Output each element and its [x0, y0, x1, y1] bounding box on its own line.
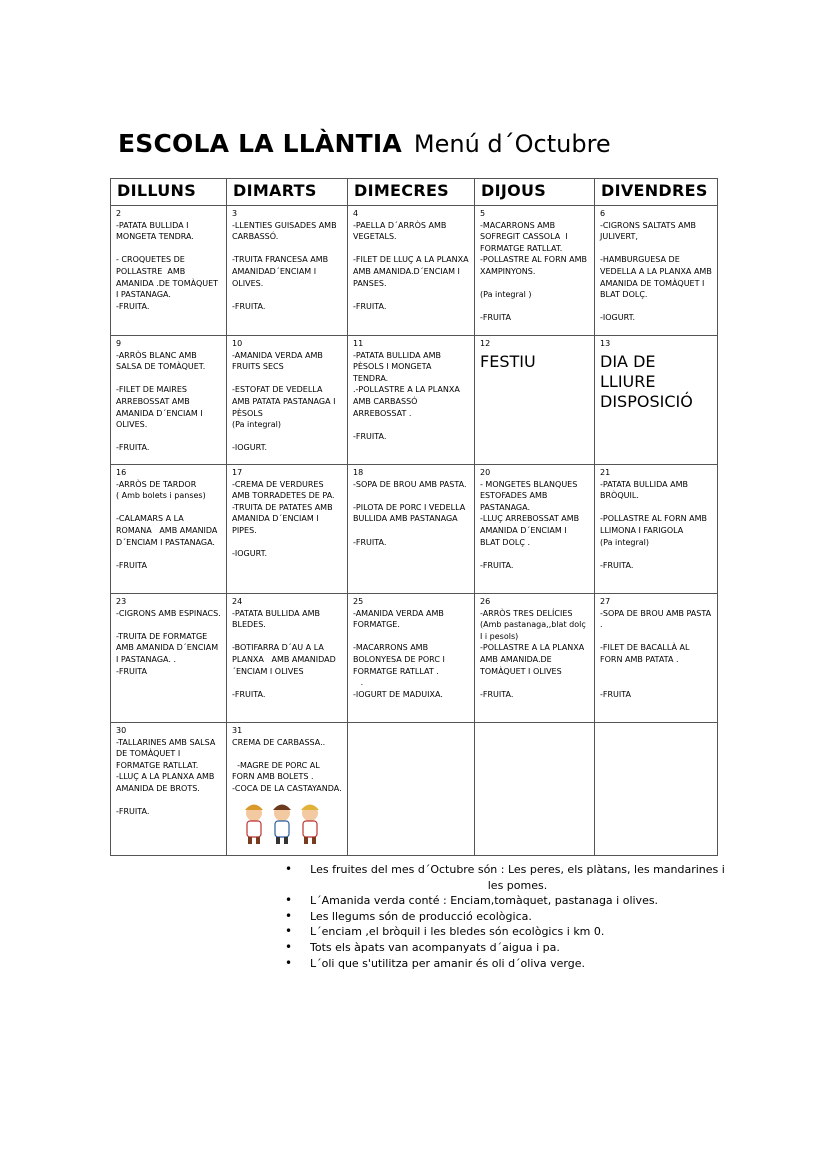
day-number: 21	[600, 468, 611, 477]
menu-line	[232, 243, 342, 255]
menu-line: -FRUITA	[600, 689, 631, 699]
menu-line: -FRUITA.	[116, 807, 150, 817]
day-cell	[348, 594, 475, 723]
menu-line: (Pa integral)	[600, 537, 649, 547]
menu-line: -COCA DE LA CASTAYANDA.	[232, 783, 342, 793]
menu-line: -CREMA DE VERDURES AMB TORRADETES DE PA.	[232, 479, 335, 501]
weekday-header: DIMECRES	[348, 179, 475, 206]
day-cell	[111, 723, 227, 856]
menu-line	[600, 666, 712, 678]
menu-line	[600, 548, 712, 560]
menu-line: -FRUITA.	[232, 689, 266, 699]
menu-line: -SOPA DE BROU AMB PASTA.	[353, 479, 467, 489]
note-item: • L´oli que s'utilitza per amanir és oli d´oliva verge.	[285, 956, 725, 972]
menu-line	[116, 795, 221, 807]
day-cell	[348, 206, 475, 336]
day-cell	[595, 594, 718, 723]
menu-line: -IOGURT.	[600, 313, 636, 323]
menu-line: -LLUÇ ARREBOSSAT AMB AMANIDA D´ENCIAM I BLAT DOLÇ .	[480, 514, 582, 547]
menu-line	[353, 419, 469, 431]
menu-line	[232, 537, 342, 549]
menu-line: -FRUITA.	[232, 301, 266, 311]
menu-line: -PAELLA D´ARRÒS AMB VEGETALS.	[353, 220, 449, 242]
menu-line	[116, 619, 221, 631]
week-row	[111, 336, 718, 465]
day-cell	[111, 206, 227, 336]
week-row	[111, 465, 718, 594]
holiday-label: FESTIU	[480, 351, 536, 371]
menu-line: -MACARRONS AMB BOLONYESA DE PORC I FORMATGE RATLLAT .	[353, 643, 448, 676]
menu-line: -MACARRONS AMB SOFREGIT CASSOLA I FORMATGE RATLLAT.	[480, 220, 571, 253]
menu-line	[353, 525, 469, 537]
page-title	[118, 129, 611, 158]
menu-line: -FRUITA.	[116, 301, 150, 311]
day-number: 18	[353, 468, 364, 477]
day-number: 9	[116, 339, 122, 348]
menu-line	[600, 301, 712, 313]
school-name: ESCOLA LA LLÀNTIA	[118, 129, 402, 158]
menu-line	[480, 677, 589, 689]
menu-line	[600, 243, 712, 255]
menu-line	[480, 301, 589, 313]
menu-line: -FILET DE BACALLÀ AL FORN AMB PATATA .	[600, 643, 693, 664]
day-cell	[227, 206, 348, 336]
note-item: • Les fruites del mes d´Octubre són : Les peres, els plàtans, les mandarines i les pomes.	[285, 862, 725, 893]
menu-line: -FRUITA	[116, 666, 147, 676]
menu-line: -CIGRONS AMB ESPINACS.	[116, 608, 221, 618]
menu-line: -PILOTA DE PORC I VEDELLA BULLIDA AMB PASTANAGA	[353, 502, 468, 524]
day-cell	[111, 336, 227, 465]
weekday-header: DIMARTS	[227, 179, 348, 206]
children-illustration	[232, 801, 332, 847]
day-number: 20	[480, 468, 491, 477]
day-number: 25	[353, 597, 364, 606]
menu-line	[480, 548, 589, 560]
week-row	[111, 723, 718, 856]
menu-line: -FRUITA	[480, 313, 511, 323]
day-cell	[111, 594, 227, 723]
menu-line: -ARRÒS DE TARDOR	[116, 479, 197, 489]
day-cell-free	[595, 336, 718, 465]
day-cell	[227, 336, 348, 465]
day-cell	[595, 465, 718, 594]
menu-line: -FRUITA.	[480, 689, 514, 699]
week-row	[111, 206, 718, 336]
menu-line: ( Amb bolets i panses)	[116, 491, 206, 501]
menu-line: -POLLASTRE A LA PLANXA AMB AMANIDA.DE TOMÀQUET I OLIVES	[480, 643, 590, 676]
menu-line	[480, 278, 589, 290]
menu-line	[353, 631, 469, 643]
menu-line: -FRUITA	[116, 560, 147, 570]
day-number: 4	[353, 209, 359, 218]
menu-line: (Pa integral)	[232, 420, 281, 430]
menu-line: (Amb pastanaga,,blat dolç I i pesols)	[480, 620, 589, 641]
menu-line	[232, 289, 342, 301]
menu-line	[353, 243, 469, 255]
day-cell	[475, 206, 595, 336]
note-item: • Les llegums són de producció ecològica.	[285, 909, 725, 925]
menu-line	[232, 631, 342, 643]
menu-line: -HAMBURGUESA DE VEDELLA A LA PLANXA AMB AMANIDA DE TOMÀQUET I BLAT DOLÇ.	[600, 255, 715, 300]
menu-table	[110, 178, 718, 856]
day-number: 16	[116, 468, 127, 477]
menu-line: -ESTOFAT DE VEDELLA AMB PATATA PASTANAGA I PÈSOLS	[232, 385, 339, 418]
menu-line: -AMANIDA VERDA AMB FRUITS SECS	[232, 350, 326, 372]
menu-line: -FRUITA.	[353, 537, 387, 547]
note-item: • L´Amanida verda conté : Enciam,tomàquet, pastanaga i olives.	[285, 893, 725, 909]
free-day-label: DIA DE LLIURE DISPOSICIÓ	[600, 351, 693, 411]
menu-line: -FRUITA.	[480, 560, 514, 570]
menu-line	[600, 631, 712, 643]
menu-line: -SOPA DE BROU AMB PASTA .	[600, 608, 714, 630]
menu-line	[116, 548, 221, 560]
menu-body	[111, 206, 718, 856]
menu-line: -TALLARINES AMB SALSA DE TOMÀQUET I FORMATGE RATLLAT.	[116, 737, 218, 770]
menu-line: -ARRÒS TRES DELÍCIES	[480, 608, 573, 618]
menu-line: -LLUÇ A LA PLANXA AMB AMANIDA DE BROTS.	[116, 772, 217, 793]
menu-line	[116, 243, 221, 255]
menu-line: -FILET DE LLUÇ A LA PLANXA AMB AMANIDA.D´ENCIAM I PANSES.	[353, 255, 477, 288]
menu-line	[116, 431, 221, 443]
weekday-header-row	[111, 179, 718, 206]
menu-line: -IOGURT.	[232, 549, 268, 559]
menu-month: Menú d´Octubre	[413, 130, 611, 158]
day-cell	[348, 465, 475, 594]
day-number: 12	[480, 339, 491, 348]
day-cell	[595, 206, 718, 336]
menu-line: -FRUITA.	[353, 431, 387, 441]
menu-line: -BOTIFARRA D´AU A LA PLANXA AMB AMANIDAD´ENCIAM I OLIVES	[232, 643, 336, 676]
menu-line	[232, 677, 342, 689]
menu-line	[116, 373, 221, 385]
menu-line: -FRUITA.	[600, 560, 634, 570]
empty-cell	[475, 723, 595, 856]
menu-line	[600, 677, 712, 689]
menu-line: -TRUITA DE FORMATGE AMB AMANIDA D´ENCIAM I PASTANAGA. .	[116, 631, 221, 664]
menu-line: -PATATA BULLIDA AMB BLEDES.	[232, 608, 323, 630]
day-number: 2	[116, 209, 122, 218]
menu-line: -POLLASTRE AL FORN AMB XAMPINYONS.	[480, 255, 590, 276]
menu-line: (Pa integral )	[480, 290, 532, 300]
menu-line: -TRUITA FRANCESA AMB AMANIDAD´ENCIAM I OLIVES.	[232, 255, 331, 288]
menu-line	[600, 502, 712, 514]
day-number: 5	[480, 209, 486, 218]
weekday-header: DIVENDRES	[595, 179, 718, 206]
menu-line	[232, 431, 342, 443]
menu-line: -POLLASTRE AL FORN AMB LLIMONA I FARIGOLA	[600, 514, 710, 535]
day-cell	[227, 465, 348, 594]
menu-line: - MONGETES BLANQUES ESTOFADES AMB PASTANAGA.	[480, 479, 580, 512]
menu-line: - CROQUETES DE POLLASTRE AMB AMANIDA .DE TOMÀQUET I PASTANAGA.	[116, 255, 221, 300]
menu-line: -CIGRONS SALTATS AMB JULIVERT,	[600, 220, 699, 242]
day-number: 3	[232, 209, 238, 218]
week-row	[111, 594, 718, 723]
menu-line: -PATATA BULLIDA AMB BRÒQUIL.	[600, 479, 691, 501]
day-cell	[227, 594, 348, 723]
empty-cell	[348, 723, 475, 856]
menu-line	[232, 373, 342, 385]
day-cell	[227, 723, 348, 856]
menu-line: -PATATA BULLIDA I MONGETA TENDRA.	[116, 220, 194, 242]
day-number: 23	[116, 597, 127, 606]
day-number: 27	[600, 597, 611, 606]
menu-line	[353, 490, 469, 502]
menu-line: CREMA DE CARBASSA..	[232, 737, 326, 747]
day-number: 10	[232, 339, 243, 348]
day-number: 24	[232, 597, 243, 606]
menu-line: -CALAMARS A LA ROMANA AMB AMANIDA D´ENCIAM I PASTANAGA.	[116, 514, 220, 547]
weekday-header: DILLUNS	[111, 179, 227, 206]
day-number: 17	[232, 468, 243, 477]
menu-line: -LLENTIES GUISADES AMB CARBASSÓ.	[232, 220, 340, 242]
note-item: • Tots els àpats van acompanyats d´aigua i pa.	[285, 940, 725, 956]
day-number: 30	[116, 726, 127, 735]
note-item: • L´enciam ,el bròquil i les bledes són ecològics i km 0.	[285, 924, 725, 940]
weekday-header: DIJOUS	[475, 179, 595, 206]
day-cell	[475, 465, 595, 594]
day-cell	[111, 465, 227, 594]
menu-line: -FRUITA.	[116, 443, 150, 453]
menu-line: -FRUITA.	[353, 301, 387, 311]
day-number: 13	[600, 339, 611, 348]
day-cell	[475, 594, 595, 723]
empty-cell	[595, 723, 718, 856]
menu-line: -MAGRE DE PORC AL FORN AMB BOLETS .	[232, 760, 323, 782]
menu-line: .-POLLASTRE A LA PLANXA AMB CARBASSÓ ARREBOSSAT .	[353, 385, 463, 418]
menu-line: -PATATA BULLIDA AMB PÈSOLS I MONGETA TENDRA.	[353, 350, 444, 383]
day-number: 6	[600, 209, 606, 218]
menu-line: .	[353, 678, 364, 688]
day-cell-holiday	[475, 336, 595, 465]
day-number: 26	[480, 597, 491, 606]
menu-line: -IOGURT DE MADUIXA.	[353, 689, 443, 699]
day-cell	[348, 336, 475, 465]
day-number: 31	[232, 726, 243, 735]
menu-notes	[285, 862, 725, 971]
menu-line	[353, 289, 469, 301]
menu-line	[232, 748, 342, 760]
menu-line: -IOGURT.	[232, 443, 268, 453]
menu-line	[116, 502, 221, 514]
menu-line: -AMANIDA VERDA AMB FORMATGE.	[353, 608, 447, 630]
menu-line: -ARRÒS BLANC AMB SALSA DE TOMÀQUET.	[116, 350, 206, 372]
menu-line: -TRUITA DE PATATES AMB AMANIDA D´ENCIAM I PIPES.	[232, 502, 336, 535]
menu-line: -FILET DE MAIRES ARREBOSSAT AMB AMANIDA D´ENCIAM I OLIVES.	[116, 385, 206, 430]
day-number: 11	[353, 339, 364, 348]
